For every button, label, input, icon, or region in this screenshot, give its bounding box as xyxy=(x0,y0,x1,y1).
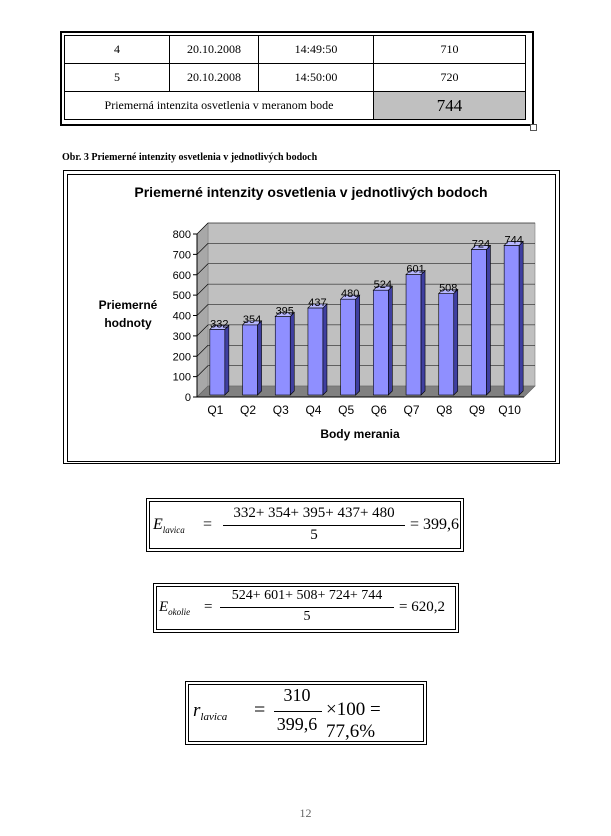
bar-side-Q9 xyxy=(486,245,490,395)
bar-Q3 xyxy=(275,317,290,395)
table-row-average xyxy=(65,92,526,120)
average-value: 744 xyxy=(374,92,526,120)
formula-denominator: 5 xyxy=(303,609,311,624)
y-tick-label: 0 xyxy=(184,392,191,404)
y-tick-label: 400 xyxy=(172,310,191,323)
formula-symbol: r xyxy=(193,700,201,721)
formula-lhs xyxy=(153,516,185,534)
figure-caption: Obr. 3 Priemerné intenzity osvetlenia v jednotlivých bodoch xyxy=(62,152,318,163)
bar-Q10 xyxy=(504,245,519,395)
formula-denominator: 5 xyxy=(310,527,318,543)
bar-Q7 xyxy=(406,275,421,395)
formula-numerator: 310 xyxy=(283,685,311,705)
formula-equals: = xyxy=(204,599,213,615)
formula-numerator: 524+ 601+ 508+ 724+ 744 xyxy=(231,588,383,603)
data-label: 437 xyxy=(308,296,327,309)
x-axis-label: Body merania xyxy=(320,427,400,441)
table-row xyxy=(65,64,526,92)
formula-subscript: lavica xyxy=(200,711,228,723)
formula-subscript: okolie xyxy=(168,607,191,617)
x-tick-label: Q2 xyxy=(240,403,257,417)
y-tick-label: 600 xyxy=(172,269,191,282)
bar-Q2 xyxy=(243,325,258,395)
bar-side-Q3 xyxy=(290,313,294,395)
y-axis-label: hodnoty xyxy=(104,316,152,330)
formula-r-lavica xyxy=(185,681,427,745)
row-number-cell: 4 xyxy=(65,36,170,64)
bar-Q4 xyxy=(308,308,323,395)
value-cell: 710 xyxy=(374,36,526,64)
formula-result: ×100 = 77,6% xyxy=(326,699,381,742)
bar-side-Q8 xyxy=(454,289,458,395)
data-label: 480 xyxy=(340,288,360,301)
bar-Q1 xyxy=(210,329,225,395)
data-label: 524 xyxy=(373,279,393,292)
y-tick-label: 300 xyxy=(172,330,191,343)
x-tick-label: Q9 xyxy=(468,403,485,417)
chart-frame xyxy=(63,170,560,464)
x-tick-label: Q5 xyxy=(338,403,355,417)
formula-numerator: 332+ 354+ 395+ 437+ 480 xyxy=(233,505,395,521)
page-number: 12 xyxy=(299,806,312,820)
formula-equals: = xyxy=(203,516,213,533)
bar-side-Q2 xyxy=(258,321,262,395)
fraction-bar xyxy=(223,525,405,526)
data-label: 395 xyxy=(275,305,294,318)
table-row xyxy=(65,36,526,64)
bar-Q9 xyxy=(471,249,486,395)
measurement-table xyxy=(60,31,534,126)
x-tick-label: Q7 xyxy=(403,403,420,417)
formula-subscript: lavica xyxy=(162,525,185,535)
y-tick-label: 500 xyxy=(172,290,191,303)
y-tick-label: 100 xyxy=(172,371,191,384)
time-cell: 14:49:50 xyxy=(259,36,374,64)
y-tick-label: 200 xyxy=(172,351,191,364)
y-tick-label: 700 xyxy=(172,249,191,262)
bar-side-Q7 xyxy=(421,271,425,395)
x-tick-label: Q3 xyxy=(272,403,289,417)
bar-Q5 xyxy=(341,299,356,395)
x-tick-label: Q4 xyxy=(305,403,322,417)
x-tick-label: Q6 xyxy=(370,403,387,417)
average-label: Priemerná intenzita osvetlenia v meranom bode xyxy=(65,92,374,120)
date-cell: 20.10.2008 xyxy=(170,64,259,92)
fraction-bar xyxy=(274,711,322,712)
bar-side-Q6 xyxy=(388,286,392,395)
bar-Q8 xyxy=(439,293,454,395)
formula-symbol: E xyxy=(153,516,163,533)
bar-side-Q10 xyxy=(519,241,523,395)
formula-result: = 620,2 xyxy=(399,599,445,615)
chart-title: Priemerné intenzity osvetlenia v jednotlivých bodoch xyxy=(134,184,488,200)
x-tick-label: Q1 xyxy=(207,403,224,417)
data-label: 354 xyxy=(242,313,262,326)
formula-e-okolie xyxy=(153,583,459,633)
fraction-bar xyxy=(220,607,394,608)
date-cell: 20.10.2008 xyxy=(170,36,259,64)
bar-chart xyxy=(64,171,559,463)
bar-side-Q5 xyxy=(356,295,360,395)
formula-lhs xyxy=(159,599,190,616)
x-tick-label: Q8 xyxy=(436,403,453,417)
formula-lhs xyxy=(193,700,227,722)
formula-e-lavica xyxy=(146,498,464,552)
data-label: 508 xyxy=(439,282,458,295)
data-label: 744 xyxy=(504,234,523,247)
y-tick-label: 800 xyxy=(172,229,191,241)
time-cell: 14:50:00 xyxy=(259,64,374,92)
formula-equals: = xyxy=(254,699,266,721)
formula-denominator: 399,6 xyxy=(276,714,318,734)
data-label: 724 xyxy=(471,238,491,251)
data-label: 332 xyxy=(210,318,229,331)
value-cell: 720 xyxy=(374,64,526,92)
x-tick-label: Q10 xyxy=(498,403,521,417)
bar-Q6 xyxy=(373,290,388,395)
formula-result: = 399,6 xyxy=(410,516,460,533)
y-axis-label: Priemerné xyxy=(98,298,158,312)
row-number-cell: 5 xyxy=(65,64,170,92)
bar-side-Q4 xyxy=(323,304,327,395)
formula-symbol: E xyxy=(159,599,169,615)
measurement-table-grid xyxy=(64,35,526,120)
data-label: 601 xyxy=(406,263,425,276)
bar-side-Q1 xyxy=(225,325,229,395)
table-resize-handle[interactable] xyxy=(530,124,537,131)
